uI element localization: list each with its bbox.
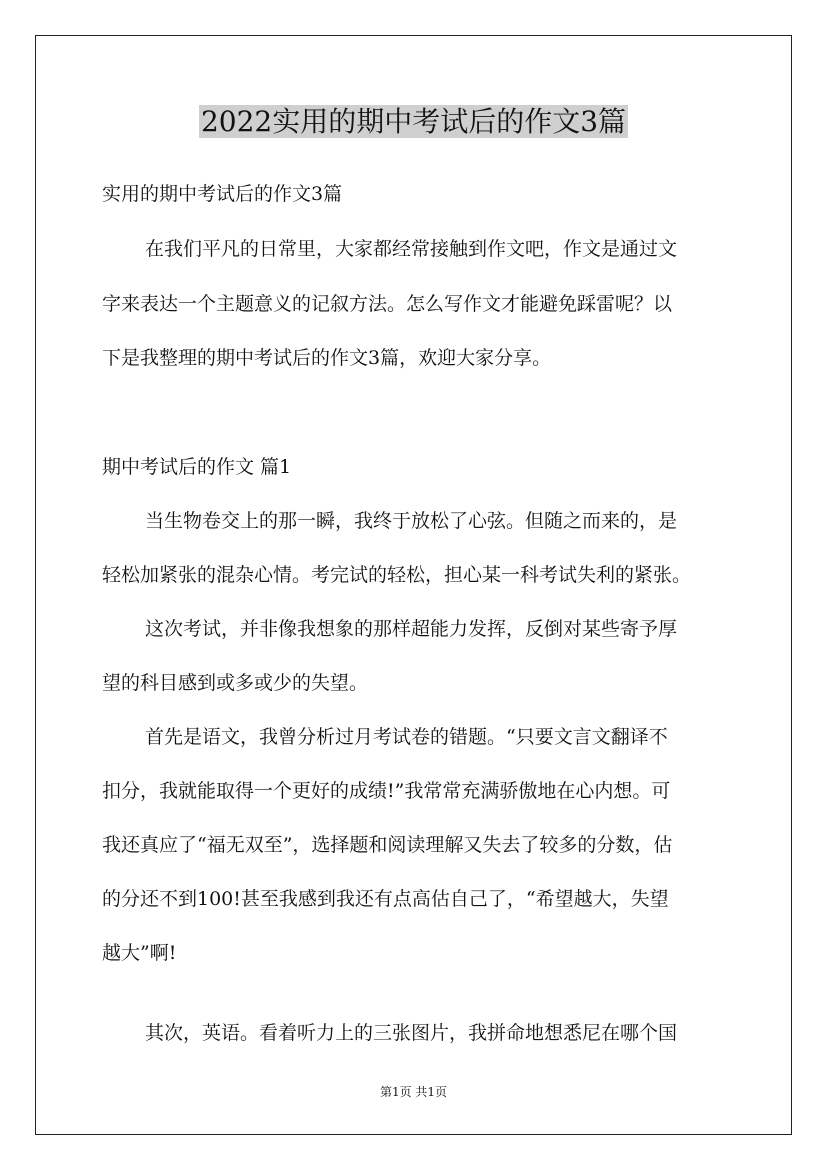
body-line: 我还真应了“福无双至”，选择题和阅读理解又失去了较多的分数，估 bbox=[102, 834, 673, 856]
body-line: 首先是语文，我曾分析过月考试卷的错题。“只要文言文翻译不 bbox=[145, 726, 668, 748]
document-title bbox=[0, 100, 827, 144]
document-subtitle: 实用的期中考试后的作文3篇 bbox=[102, 183, 343, 205]
intro-line: 字来表达一个主题意义的记叙方法。怎么写作文才能避免踩雷呢？以 bbox=[102, 293, 673, 315]
body-line: 的分还不到100!甚至我感到我还有点高估自己了，“希望越大，失望 bbox=[102, 888, 669, 910]
body-line: 当生物卷交上的那一瞬，我终于放松了心弦。但随之而来的，是 bbox=[145, 510, 678, 532]
intro-line: 在我们平凡的日常里，大家都经常接触到作文吧，作文是通过文 bbox=[145, 238, 678, 260]
body-line: 越大”啊! bbox=[102, 942, 177, 964]
body-line: 轻松加紧张的混杂心情。考完试的轻松，担心某一科考试失利的紧张。 bbox=[102, 564, 692, 586]
body-line: 其次，英语。看着听力上的三张图片，我拼命地想悉尼在哪个国 bbox=[145, 1022, 678, 1044]
body-line: 这次考试，并非像我想象的那样超能力发挥，反倒对某些寄予厚 bbox=[145, 618, 678, 640]
page-footer: 第1页 共1页 bbox=[379, 1085, 448, 1099]
document-title-text: 2022实用的期中考试后的作文3篇 bbox=[200, 105, 627, 138]
intro-line: 下是我整理的期中考试后的作文3篇，欢迎大家分享。 bbox=[102, 347, 552, 369]
section-heading: 期中考试后的作文 篇1 bbox=[102, 456, 292, 478]
body-line: 扣分，我就能取得一个更好的成绩!”我常常充满骄傲地在心内想。可 bbox=[102, 780, 671, 802]
body-line: 望的科目感到或多或少的失望。 bbox=[102, 672, 369, 694]
